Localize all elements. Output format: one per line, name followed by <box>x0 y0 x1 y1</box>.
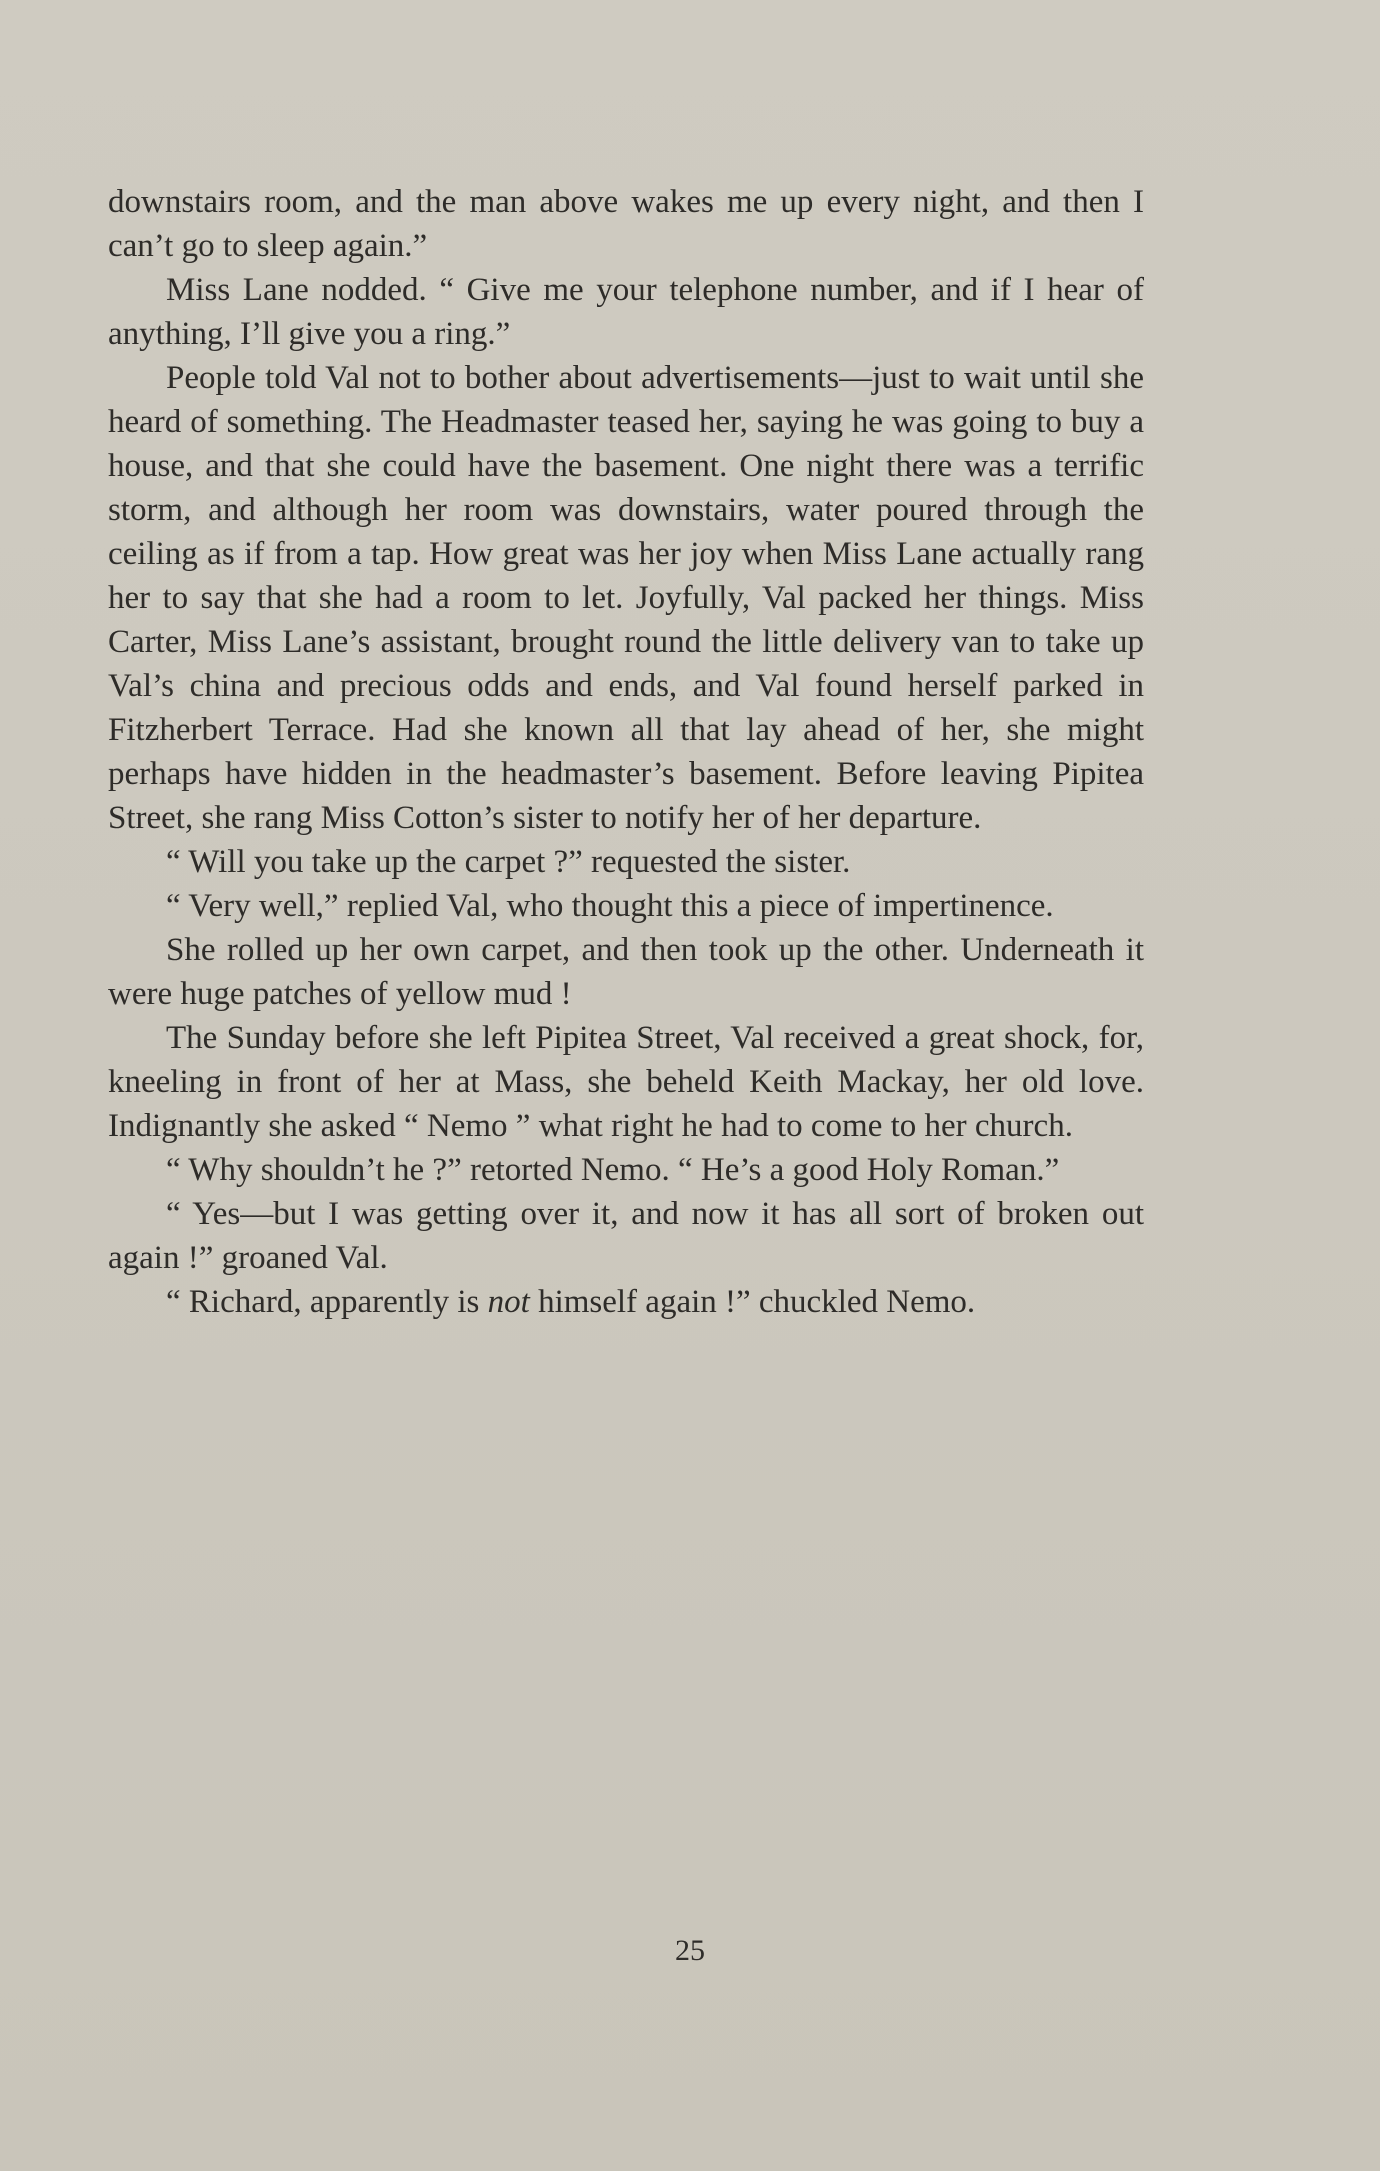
page-number: 25 <box>675 1934 705 1967</box>
last-paragraph <box>108 1280 1144 1324</box>
paragraph: “ Will you take up the carpet ?” requested the sister. <box>166 844 851 880</box>
paragraph: “ Why shouldn’t he ?” retorted Nemo. “ He’s a good Holy Roman.” <box>166 1152 1060 1188</box>
last-paragraph-end: himself again !” chuckled Nemo. <box>529 1284 976 1320</box>
paragraph: People told Val not to bother about advertisements—just to wait until she heard of something. The Headmaster teased her, saying he was going to buy a house, and that she could have the basement. One night there was a terrific storm, and although her room was downstairs, water poured through the ceiling as if from a tap. How great was her joy when Miss Lane actually rang her to say that she had a room to let. Joyfully, Val packed her things. Miss Carter, Miss Lane’s assistant, brought round the little delivery van to take up Val’s china and precious odds and ends, and Val found herself parked in Fitzherbert Terrace. Had she known all that lay ahead of her, she might perhaps have hidden in the headmaster’s basement. Before leaving Pipitea Street, she rang Miss Cotton’s sister to notify her of her departure. <box>108 360 1144 836</box>
body-text <box>108 180 1144 1324</box>
paragraph: Miss Lane nodded. “ Give me your telephone number, and if I hear of anything, I’ll give you a ring.” <box>108 272 1144 352</box>
paragraph: downstairs room, and the man above wakes me up every night, and then I can’t go to sleep again.” <box>108 184 1144 264</box>
last-paragraph-start: “ Richard, apparently is <box>166 1284 488 1320</box>
paragraph: She rolled up her own carpet, and then took up the other. Underneath it were huge patches of yellow mud ! <box>108 932 1144 1012</box>
paragraph: The Sunday before she left Pipitea Street, Val received a great shock, for, kneeling in front of her at Mass, she beheld Keith Mackay, her old love. Indignantly she asked “ Nemo ” what right he had to come to her church. <box>108 1020 1144 1144</box>
paragraph: “ Yes—but I was getting over it, and now it has all sort of broken out again !” groaned Val. <box>108 1196 1144 1276</box>
emphasized-word: not <box>487 1284 530 1320</box>
paragraph: “ Very well,” replied Val, who thought this a piece of impertinence. <box>166 888 1054 924</box>
